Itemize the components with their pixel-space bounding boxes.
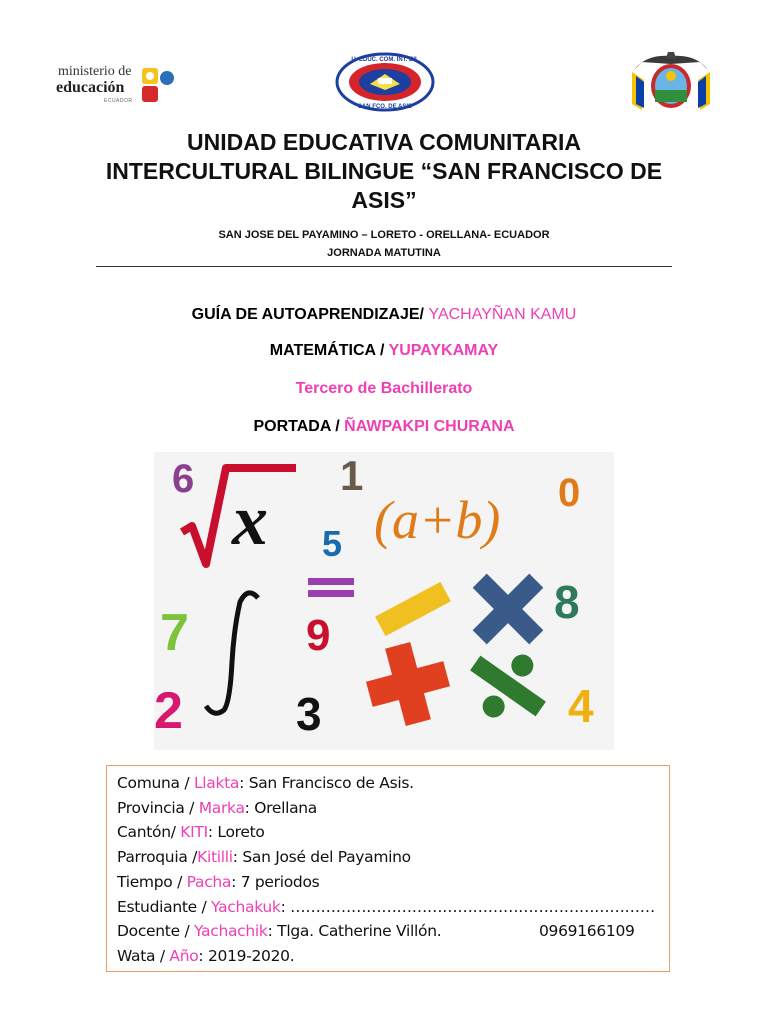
title-line-2: INTERCULTURAL BILINGUE “SAN FRANCISCO DE	[105, 158, 663, 184]
info-row-estudiante	[117, 895, 659, 920]
math-variable-x: x	[232, 480, 268, 560]
school-name-title	[60, 128, 708, 215]
info-value: : 7 periodos	[231, 872, 320, 891]
info-label: Comuna /	[117, 774, 194, 792]
ministry-of-education-logo	[52, 62, 182, 112]
math-number-7: 7	[160, 604, 189, 662]
info-value: : Loreto	[207, 823, 265, 842]
student-info-box	[106, 765, 670, 972]
ecuador-coat-of-arms-icon	[628, 50, 714, 114]
info-label: Wata /	[117, 946, 170, 965]
math-number-3: 3	[296, 688, 322, 740]
ministry-mark-icon	[140, 66, 176, 106]
teacher-phone: 0969166109	[539, 922, 635, 941]
guide-type-line	[60, 306, 708, 324]
info-row-canton	[117, 820, 659, 845]
info-kichwa: Pacha	[186, 872, 232, 891]
guide-type-label: GUÍA DE AUTOAPRENDIZAJE/	[191, 306, 424, 323]
section-label: PORTADA /	[253, 418, 345, 435]
info-row-docente	[117, 919, 659, 944]
school-emblem-bottom-text: "SAN FCO. DE ASIS"	[355, 104, 415, 110]
info-value: : San Francisco de Asis.	[239, 774, 414, 792]
header-divider	[96, 266, 672, 267]
info-value: : Orellana	[244, 798, 318, 817]
grade-line: Tercero de Bachillerato	[295, 380, 473, 397]
info-row-tiempo	[117, 870, 659, 895]
info-kichwa: Llakta	[193, 774, 240, 792]
math-number-5: 5	[322, 523, 343, 564]
ministry-logo-line3: ECUADOR	[104, 98, 133, 104]
info-label: Provincia /	[117, 798, 199, 817]
info-value: : San José del Payamino	[232, 848, 411, 867]
schedule-subtitle: JORNADA MATUTINA	[327, 247, 441, 259]
info-label: Tiempo /	[117, 872, 187, 891]
info-label: Parroquia /	[117, 848, 198, 867]
math-number-1: 1	[340, 452, 364, 499]
subject-kichwa: YUPAYKAMAY	[388, 342, 499, 359]
math-number-6: 6	[172, 457, 195, 501]
info-kichwa: Yachakuk	[211, 897, 281, 916]
math-number-2: 2	[154, 682, 183, 740]
info-value: : ………………………………………………………………	[280, 897, 655, 916]
math-number-9: 9	[306, 611, 331, 660]
info-value: : Tlga. Catherine Villón.	[267, 922, 442, 941]
info-row-wata	[117, 944, 659, 969]
info-row-parroquia	[117, 845, 659, 870]
section-line	[60, 418, 708, 436]
guide-type-kichwa: YACHAYÑAN KAMU	[428, 306, 577, 323]
equals-icon-bottom	[308, 590, 354, 597]
info-kichwa: KITI	[180, 823, 208, 842]
math-expression-a-plus-b: (a+b)	[374, 490, 501, 550]
math-number-4: 4	[568, 680, 594, 732]
math-symbols-illustration	[154, 452, 614, 750]
ministry-logo-line1: ministerio de	[58, 64, 132, 79]
ministry-logo-line2: educación	[56, 79, 125, 96]
info-row-provincia	[117, 796, 659, 821]
section-kichwa: ÑAWPAKPI CHURANA	[344, 418, 515, 435]
info-value: : 2019-2020.	[198, 946, 295, 965]
info-label: Cantón/	[117, 823, 181, 842]
info-label: Docente /	[117, 922, 194, 941]
school-emblem-top-text: U. EDUC. COM. INT. BIL	[351, 57, 419, 63]
location-subtitle: SAN JOSE DEL PAYAMINO – LORETO - ORELLANA- ECUADOR	[218, 229, 550, 241]
math-number-8: 8	[554, 576, 580, 628]
info-kichwa: Yachachik	[194, 922, 268, 941]
title-line-3: ASIS”	[351, 187, 417, 213]
info-label: Estudiante /	[117, 897, 212, 916]
subject-line	[60, 342, 708, 360]
info-kichwa: Marka	[198, 798, 245, 817]
equals-icon-top	[308, 578, 354, 585]
info-kichwa: Año	[169, 946, 199, 965]
math-number-0: 0	[558, 471, 581, 515]
info-kichwa: Kitilli	[197, 848, 233, 867]
subject-label: MATEMÁTICA /	[269, 342, 389, 359]
school-emblem	[334, 52, 436, 112]
info-row-comuna	[117, 771, 659, 796]
title-line-1: UNIDAD EDUCATIVA COMUNITARIA	[187, 129, 581, 155]
